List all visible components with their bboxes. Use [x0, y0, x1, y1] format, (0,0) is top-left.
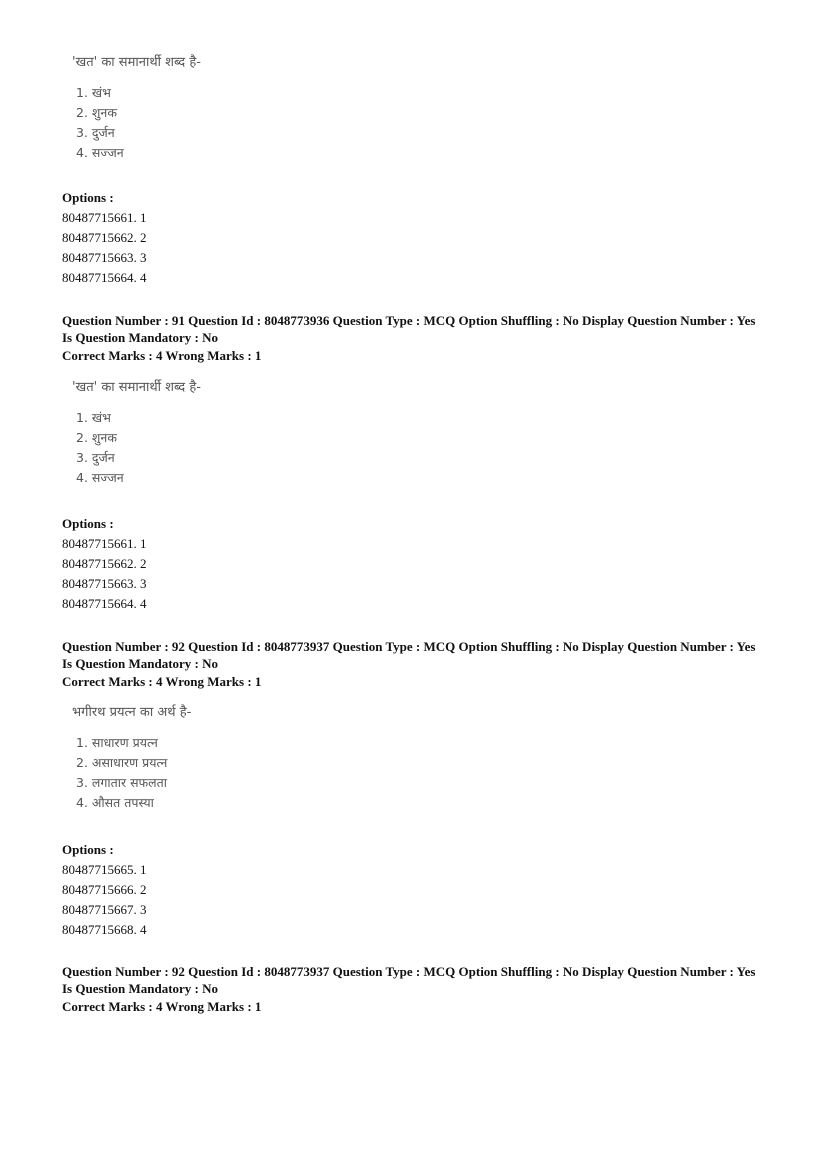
choice-1: 1. खंभ [76, 410, 111, 425]
marks-line: Correct Marks : 4 Wrong Marks : 1 [62, 348, 262, 363]
marks-line: Correct Marks : 4 Wrong Marks : 1 [62, 674, 262, 689]
option-id: 80487715665. 1 [62, 862, 147, 877]
question-meta [62, 312, 782, 364]
option-id: 80487715663. 3 [62, 250, 147, 265]
question-text: 'खत' का समानार्थी शब्द है- [72, 55, 201, 70]
option-id: 80487715663. 3 [62, 576, 147, 591]
choice-1: 1. साधारण प्रयत्न [76, 735, 158, 750]
options-block [62, 514, 782, 614]
marks-line: Correct Marks : 4 Wrong Marks : 1 [62, 999, 262, 1014]
choice-2: 2. शुनक [76, 430, 117, 445]
question-info-line: Question Number : 91 Question Id : 8048773936 Question Type : MCQ Option Shuffling : No Display Question Number : Yes [62, 313, 756, 328]
choice-4: 4. सज्जन [76, 145, 124, 160]
option-id: 80487715666. 2 [62, 882, 147, 897]
option-id: 80487715662. 2 [62, 230, 147, 245]
option-id: 80487715661. 1 [62, 536, 147, 551]
question-text: भगीरथ प्रयत्न का अर्थ है- [72, 705, 192, 720]
choice-4: 4. सज्जन [76, 470, 124, 485]
options-block [62, 188, 782, 288]
mandatory-line: Is Question Mandatory : No [62, 330, 219, 345]
question-meta [62, 963, 782, 1015]
option-id: 80487715664. 4 [62, 596, 147, 611]
options-label: Options : [62, 190, 114, 205]
option-id: 80487715668. 4 [62, 922, 147, 937]
choice-3: 3. दुर्जन [76, 450, 115, 465]
question-meta [62, 638, 782, 690]
choice-1: 1. खंभ [76, 85, 111, 100]
option-id: 80487715662. 2 [62, 556, 147, 571]
options-label: Options : [62, 842, 114, 857]
options-block [62, 840, 782, 940]
question-image [72, 703, 472, 813]
choice-3: 3. दुर्जन [76, 125, 115, 140]
choice-3: 3. लगातार सफलता [76, 775, 168, 790]
question-text: 'खत' का समानार्थी शब्द है- [72, 380, 201, 395]
question-image [72, 378, 472, 488]
option-id: 80487715664. 4 [62, 270, 147, 285]
choice-2: 2. शुनक [76, 105, 117, 120]
question-image [72, 53, 472, 163]
mandatory-line: Is Question Mandatory : No [62, 656, 219, 671]
option-id: 80487715661. 1 [62, 210, 147, 225]
option-id: 80487715667. 3 [62, 902, 147, 917]
question-info-line: Question Number : 92 Question Id : 8048773937 Question Type : MCQ Option Shuffling : No Display Question Number : Yes [62, 964, 756, 979]
choice-2: 2. असाधारण प्रयत्न [76, 755, 168, 770]
options-label: Options : [62, 516, 114, 531]
mandatory-line: Is Question Mandatory : No [62, 981, 219, 996]
choice-4: 4. औसत तपस्या [76, 795, 154, 810]
question-info-line: Question Number : 92 Question Id : 8048773937 Question Type : MCQ Option Shuffling : No Display Question Number : Yes [62, 639, 756, 654]
